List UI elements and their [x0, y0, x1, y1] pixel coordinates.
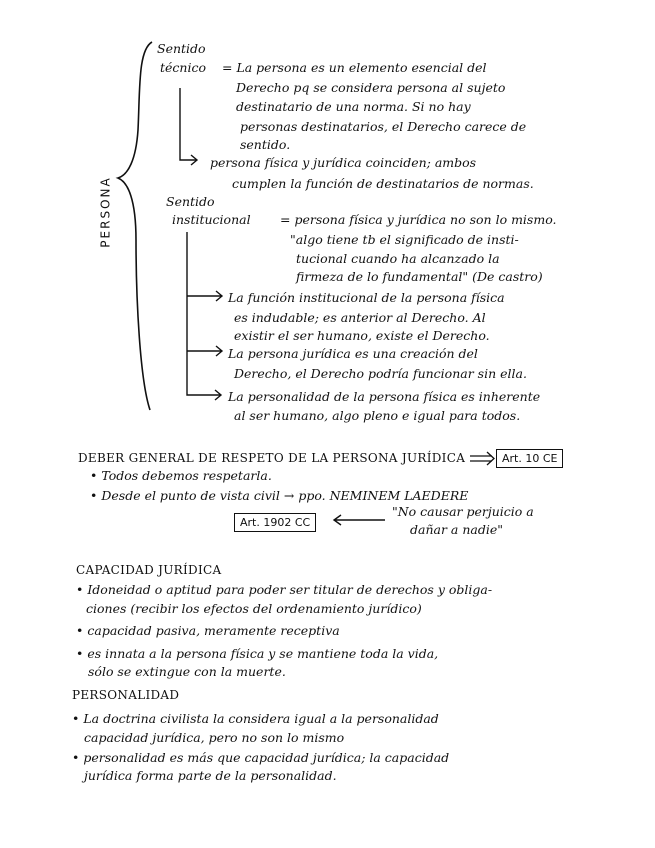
- sentido-institucional-title-a: Sentido: [166, 194, 215, 209]
- tecnico-line-2: Derecho pq se considera persona al sujeto: [236, 80, 506, 95]
- arrow-2b: [187, 346, 222, 356]
- capacidad-bullet-1a: • Idoneidad o aptitud para poder ser titular de derechos y obliga-: [76, 582, 493, 597]
- inst-arrow2-line-1: La persona jurídica es una creación del: [228, 346, 478, 361]
- side-label-persona: PERSONA: [98, 176, 113, 248]
- institucional-line-3: tucional cuando ha alcanzado la: [296, 251, 500, 266]
- personalidad-heading: PERSONALIDAD: [72, 688, 180, 702]
- tree-line-1: [180, 88, 196, 160]
- inst-arrow3-line-1: La personalidad de la persona física es inherente: [228, 389, 541, 404]
- tecnico-line-3: destinatario de una norma. Si no hay: [236, 99, 471, 114]
- inst-arrow1-line-3: existir el ser humano, existe el Derecho.: [234, 328, 490, 343]
- tecnico-line-1: = La persona es un elemento esencial del: [222, 60, 487, 75]
- deber-heading: DEBER GENERAL DE RESPETO DE LA PERSONA JURÍDICA: [78, 451, 466, 465]
- personalidad-bullet-2a: • personalidad es más que capacidad jurídica; la capacidad: [72, 750, 450, 765]
- tecnico-line-4: personas destinatarios, el Derecho carece de: [240, 119, 527, 134]
- left-arrow: [334, 515, 385, 525]
- curly-brace: [118, 42, 152, 410]
- deber-bullet-1: • Todos debemos respetarla.: [90, 468, 272, 483]
- tecnico-arrow-line-2: cumplen la función de destinatarios de normas.: [232, 176, 534, 191]
- inst-arrow1-line-2: es indudable; es anterior al Derecho. Al: [234, 310, 486, 325]
- art-10-ce-box: Art. 10 CE: [496, 449, 563, 468]
- institucional-line-4: firmeza de lo fundamental" (De castro): [296, 269, 543, 284]
- capacidad-bullet-2: • capacidad pasiva, meramente receptiva: [76, 623, 340, 638]
- personalidad-bullet-2b: jurídica forma parte de la personalidad.: [84, 768, 337, 783]
- inst-arrow2-line-2: Derecho, el Derecho podría funcionar sin ella.: [234, 366, 527, 381]
- capacidad-heading: CAPACIDAD JURÍDICA: [76, 563, 222, 577]
- capacidad-bullet-3b: sólo se extingue con la muerte.: [88, 664, 286, 679]
- tree-line-2: [187, 232, 220, 395]
- tecnico-arrow-line-1: persona física y jurídica coinciden; ambos: [210, 155, 477, 170]
- capacidad-bullet-1b: ciones (recibir los efectos del ordenamiento jurídico): [86, 601, 422, 616]
- sentido-tecnico-title-a: Sentido: [157, 41, 206, 56]
- sentido-institucional-title-b: institucional: [172, 212, 251, 227]
- arrow-2a: [187, 291, 222, 301]
- institucional-line-2: "algo tiene tb el significado de insti-: [290, 232, 519, 247]
- sentido-tecnico-title-b: técnico: [160, 60, 206, 75]
- institucional-line-1: = persona física y jurídica no son lo mismo.: [280, 212, 557, 227]
- quote-line-2: dañar a nadie": [410, 522, 503, 537]
- double-arrow: [470, 452, 494, 465]
- inst-arrow3-line-2: al ser humano, algo pleno e igual para todos.: [234, 408, 521, 423]
- personalidad-bullet-1a: • La doctrina civilista la considera igual a la personalidad: [72, 711, 439, 726]
- quote-line-1: "No causar perjuicio a: [392, 504, 534, 519]
- inst-arrow1-line-1: La función institucional de la persona física: [228, 290, 505, 305]
- deber-bullet-2: • Desde el punto de vista civil → ppo. NEMINEM LAEDERE: [90, 488, 469, 503]
- art-1902-cc-box: Art. 1902 CC: [234, 513, 316, 532]
- personalidad-bullet-1b: capacidad jurídica, pero no son lo mismo: [84, 730, 345, 745]
- tecnico-line-5: sentido.: [240, 137, 291, 152]
- capacidad-bullet-3a: • es innata a la persona física y se mantiene toda la vida,: [76, 646, 439, 661]
